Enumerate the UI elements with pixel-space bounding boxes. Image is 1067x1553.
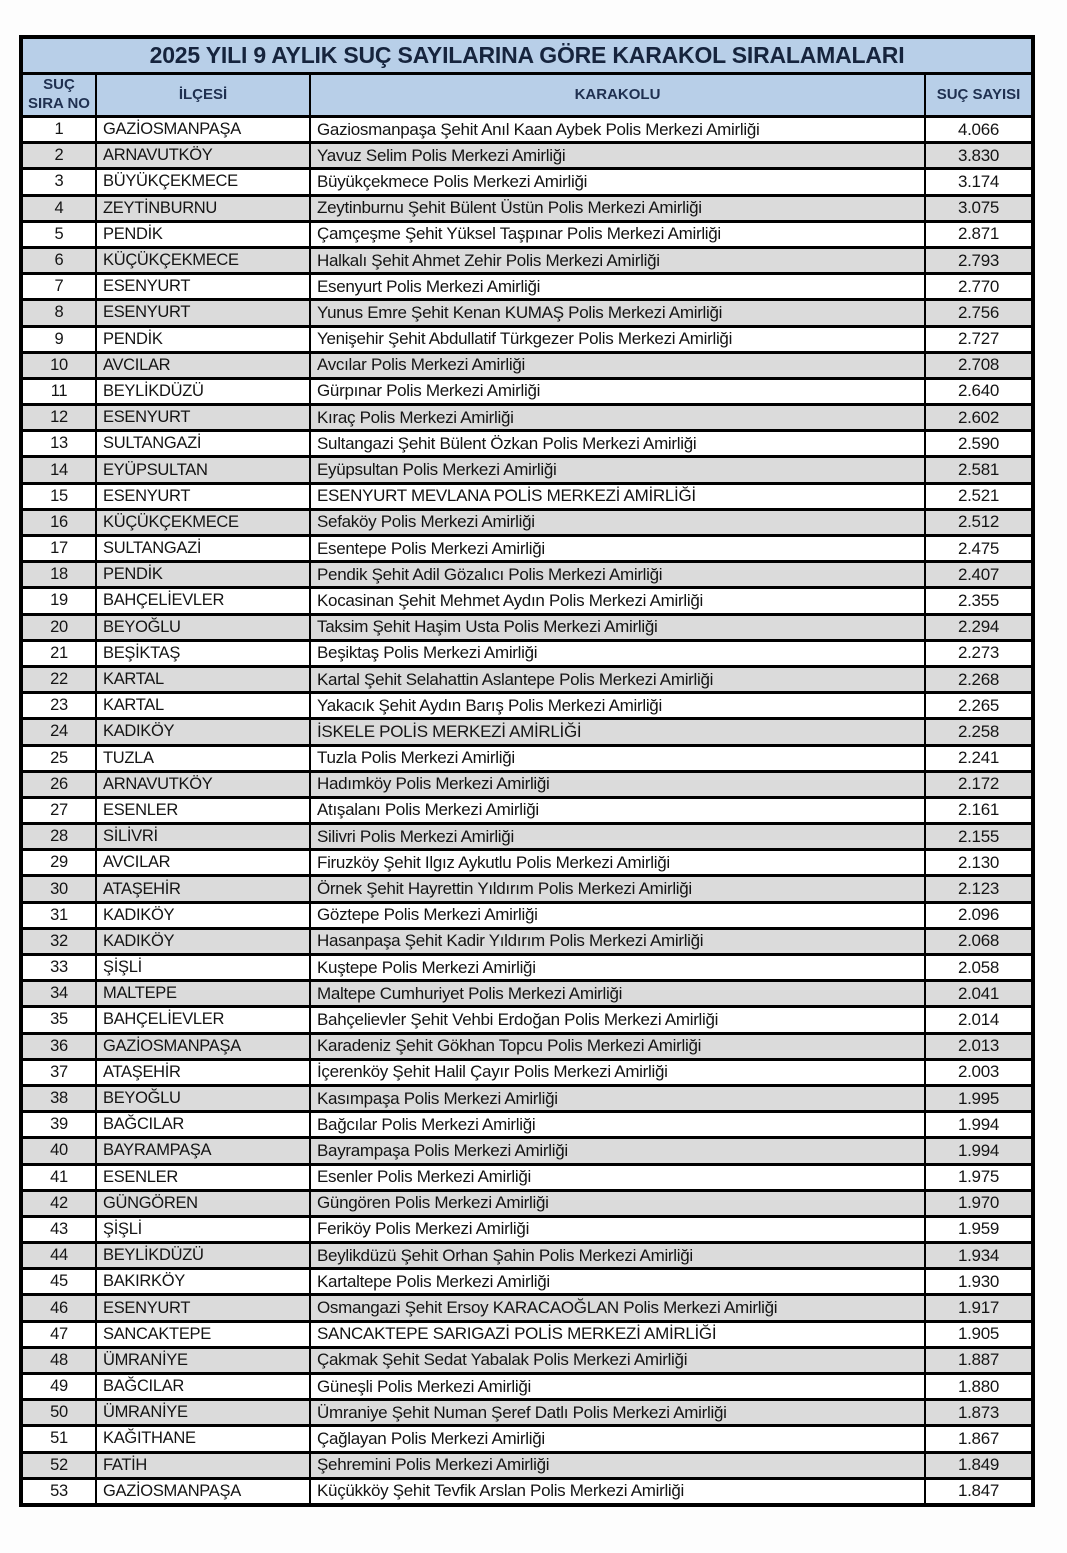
table-row <box>21 378 1033 404</box>
district-cell: KADIKÖY <box>96 719 310 745</box>
table-row <box>21 981 1033 1007</box>
station-cell: Kıraç Polis Merkezi Amirliği <box>310 405 925 431</box>
count-cell: 2.265 <box>925 693 1033 719</box>
district-cell: AVCILAR <box>96 850 310 876</box>
table-row <box>21 247 1033 273</box>
table-row <box>21 221 1033 247</box>
station-cell: Kuştepe Polis Merkezi Amirliği <box>310 955 925 981</box>
district-cell: ESENYURT <box>96 405 310 431</box>
district-cell: ŞİŞLİ <box>96 1216 310 1242</box>
rank-cell: 27 <box>21 797 96 823</box>
station-cell: Esenyurt Polis Merkezi Amirliği <box>310 274 925 300</box>
station-cell: Feriköy Polis Merkezi Amirliği <box>310 1216 925 1242</box>
count-cell: 2.096 <box>925 902 1033 928</box>
rank-cell: 14 <box>21 457 96 483</box>
station-cell: Bağcılar Polis Merkezi Amirliği <box>310 1112 925 1138</box>
count-cell: 2.014 <box>925 1007 1033 1033</box>
district-cell: ATAŞEHİR <box>96 1059 310 1085</box>
count-cell: 2.241 <box>925 745 1033 771</box>
rank-cell: 8 <box>21 300 96 326</box>
rank-cell: 48 <box>21 1347 96 1373</box>
station-cell: Pendik Şehit Adil Gözalıcı Polis Merkezi Amirliği <box>310 562 925 588</box>
station-cell: Taksim Şehit Haşim Usta Polis Merkezi Amirliği <box>310 614 925 640</box>
count-cell: 2.727 <box>925 326 1033 352</box>
karakol-ranking-table <box>19 35 1035 1507</box>
count-cell: 1.880 <box>925 1374 1033 1400</box>
district-cell: ÜMRANİYE <box>96 1347 310 1373</box>
table-row <box>21 536 1033 562</box>
station-cell: İçerenköy Şehit Halil Çayır Polis Merkezi Amirliği <box>310 1059 925 1085</box>
station-cell: Çamçeşme Şehit Yüksel Taşpınar Polis Merkezi Amirliği <box>310 221 925 247</box>
rank-cell: 32 <box>21 928 96 954</box>
count-cell: 2.155 <box>925 824 1033 850</box>
table-row <box>21 1400 1033 1426</box>
table-row <box>21 431 1033 457</box>
count-cell: 1.867 <box>925 1426 1033 1452</box>
table-row <box>21 1374 1033 1400</box>
table-row <box>21 771 1033 797</box>
district-cell: KADIKÖY <box>96 928 310 954</box>
district-cell: BEYOĞLU <box>96 1085 310 1111</box>
station-cell: Güneşli Polis Merkezi Amirliği <box>310 1374 925 1400</box>
table-row <box>21 1085 1033 1111</box>
station-cell: Yavuz Selim Polis Merkezi Amirliği <box>310 143 925 169</box>
rank-cell: 50 <box>21 1400 96 1426</box>
count-cell: 1.930 <box>925 1269 1033 1295</box>
count-cell: 2.590 <box>925 431 1033 457</box>
station-cell: Yunus Emre Şehit Kenan KUMAŞ Polis Merkezi Amirliği <box>310 300 925 326</box>
district-cell: BEYLİKDÜZÜ <box>96 378 310 404</box>
rank-cell: 42 <box>21 1190 96 1216</box>
station-cell: Eyüpsultan Polis Merkezi Amirliği <box>310 457 925 483</box>
table-row <box>21 1190 1033 1216</box>
rank-cell: 9 <box>21 326 96 352</box>
district-cell: ARNAVUTKÖY <box>96 143 310 169</box>
table-row <box>21 457 1033 483</box>
district-cell: BAHÇELİEVLER <box>96 588 310 614</box>
table-row <box>21 666 1033 692</box>
rank-cell: 20 <box>21 614 96 640</box>
table-row <box>21 850 1033 876</box>
station-cell: Hasanpaşa Şehit Kadir Yıldırım Polis Merkezi Amirliği <box>310 928 925 954</box>
table-row <box>21 1426 1033 1452</box>
rank-cell: 31 <box>21 902 96 928</box>
station-cell: Firuzköy Şehit Ilgız Aykutlu Polis Merkezi Amirliği <box>310 850 925 876</box>
count-cell: 2.521 <box>925 483 1033 509</box>
station-cell: Esentepe Polis Merkezi Amirliği <box>310 536 925 562</box>
count-cell: 4.066 <box>925 117 1033 143</box>
district-cell: MALTEPE <box>96 981 310 1007</box>
count-cell: 2.003 <box>925 1059 1033 1085</box>
count-cell: 2.130 <box>925 850 1033 876</box>
district-cell: ÜMRANİYE <box>96 1400 310 1426</box>
station-cell: Karadeniz Şehit Gökhan Topcu Polis Merkezi Amirliği <box>310 1033 925 1059</box>
rank-cell: 16 <box>21 509 96 535</box>
count-cell: 1.917 <box>925 1295 1033 1321</box>
column-header-district: İLÇESİ <box>96 74 310 117</box>
station-cell: Büyükçekmece Polis Merkezi Amirliği <box>310 169 925 195</box>
count-cell: 2.640 <box>925 378 1033 404</box>
count-cell: 1.905 <box>925 1321 1033 1347</box>
table-row <box>21 1059 1033 1085</box>
table-row <box>21 797 1033 823</box>
district-cell: BÜYÜKÇEKMECE <box>96 169 310 195</box>
rank-cell: 6 <box>21 247 96 273</box>
district-cell: ESENLER <box>96 797 310 823</box>
district-cell: ESENYURT <box>96 300 310 326</box>
count-cell: 2.013 <box>925 1033 1033 1059</box>
district-cell: ARNAVUTKÖY <box>96 771 310 797</box>
station-cell: Göztepe Polis Merkezi Amirliği <box>310 902 925 928</box>
district-cell: GAZİOSMANPAŞA <box>96 1033 310 1059</box>
station-cell: Gaziosmanpaşa Şehit Anıl Kaan Aybek Polis Merkezi Amirliği <box>310 117 925 143</box>
rank-cell: 46 <box>21 1295 96 1321</box>
count-cell: 2.770 <box>925 274 1033 300</box>
district-cell: ESENYURT <box>96 483 310 509</box>
count-cell: 2.258 <box>925 719 1033 745</box>
district-cell: KÜÇÜKÇEKMECE <box>96 247 310 273</box>
district-cell: AVCILAR <box>96 352 310 378</box>
rank-cell: 24 <box>21 719 96 745</box>
table-row <box>21 143 1033 169</box>
table-row <box>21 1295 1033 1321</box>
rank-cell: 49 <box>21 1374 96 1400</box>
district-cell: GAZİOSMANPAŞA <box>96 1478 310 1505</box>
rank-cell: 41 <box>21 1164 96 1190</box>
table-row <box>21 902 1033 928</box>
ranking-table-container <box>19 35 1031 1507</box>
district-cell: KADIKÖY <box>96 902 310 928</box>
rank-cell: 25 <box>21 745 96 771</box>
rank-cell: 12 <box>21 405 96 431</box>
rank-cell: 44 <box>21 1243 96 1269</box>
station-cell: Sultangazi Şehit Bülent Özkan Polis Merkezi Amirliği <box>310 431 925 457</box>
count-cell: 2.581 <box>925 457 1033 483</box>
station-cell: Çağlayan Polis Merkezi Amirliği <box>310 1426 925 1452</box>
table-row <box>21 1243 1033 1269</box>
station-cell: Tuzla Polis Merkezi Amirliği <box>310 745 925 771</box>
table-row <box>21 1216 1033 1242</box>
station-cell: Esenler Polis Merkezi Amirliği <box>310 1164 925 1190</box>
district-cell: ATAŞEHİR <box>96 876 310 902</box>
station-cell: Örnek Şehit Hayrettin Yıldırım Polis Merkezi Amirliği <box>310 876 925 902</box>
station-cell: Bahçelievler Şehit Vehbi Erdoğan Polis Merkezi Amirliği <box>310 1007 925 1033</box>
station-cell: Kartaltepe Polis Merkezi Amirliği <box>310 1269 925 1295</box>
district-cell: BEYLİKDÜZÜ <box>96 1243 310 1269</box>
table-row <box>21 824 1033 850</box>
district-cell: BAHÇELİEVLER <box>96 1007 310 1033</box>
district-cell: FATİH <box>96 1452 310 1478</box>
district-cell: PENDİK <box>96 326 310 352</box>
district-cell: SULTANGAZİ <box>96 536 310 562</box>
rank-cell: 26 <box>21 771 96 797</box>
count-cell: 2.512 <box>925 509 1033 535</box>
count-cell: 2.058 <box>925 955 1033 981</box>
station-cell: Avcılar Polis Merkezi Amirliği <box>310 352 925 378</box>
count-cell: 2.273 <box>925 640 1033 666</box>
rank-cell: 13 <box>21 431 96 457</box>
district-cell: KAĞITHANE <box>96 1426 310 1452</box>
count-cell: 1.994 <box>925 1112 1033 1138</box>
count-cell: 2.123 <box>925 876 1033 902</box>
count-cell: 2.475 <box>925 536 1033 562</box>
table-row <box>21 693 1033 719</box>
station-cell: Yenişehir Şehit Abdullatif Türkgezer Polis Merkezi Amirliği <box>310 326 925 352</box>
district-cell: BAKIRKÖY <box>96 1269 310 1295</box>
district-cell: GAZİOSMANPAŞA <box>96 117 310 143</box>
district-cell: SİLİVRİ <box>96 824 310 850</box>
station-cell: Şehremini Polis Merkezi Amirliği <box>310 1452 925 1478</box>
station-cell: SANCAKTEPE SARIGAZİ POLİS MERKEZİ AMİRLİĞİ <box>310 1321 925 1347</box>
table-row <box>21 1269 1033 1295</box>
rank-cell: 22 <box>21 666 96 692</box>
station-cell: Osmangazi Şehit Ersoy KARACAOĞLAN Polis Merkezi Amirliği <box>310 1295 925 1321</box>
rank-cell: 34 <box>21 981 96 1007</box>
count-cell: 2.355 <box>925 588 1033 614</box>
table-row <box>21 405 1033 431</box>
district-cell: PENDİK <box>96 221 310 247</box>
rank-cell: 40 <box>21 1138 96 1164</box>
station-cell: Halkalı Şehit Ahmet Zehir Polis Merkezi Amirliği <box>310 247 925 273</box>
rank-cell: 51 <box>21 1426 96 1452</box>
count-cell: 1.959 <box>925 1216 1033 1242</box>
station-cell: ESENYURT MEVLANA POLİS MERKEZİ AMİRLİĞİ <box>310 483 925 509</box>
station-cell: Beşiktaş Polis Merkezi Amirliği <box>310 640 925 666</box>
district-cell: BAĞCILAR <box>96 1112 310 1138</box>
table-row <box>21 274 1033 300</box>
table-row <box>21 928 1033 954</box>
table-row <box>21 509 1033 535</box>
district-cell: KARTAL <box>96 693 310 719</box>
district-cell: ESENYURT <box>96 274 310 300</box>
district-cell: ZEYTİNBURNU <box>96 195 310 221</box>
table-row <box>21 1138 1033 1164</box>
rank-cell: 45 <box>21 1269 96 1295</box>
rank-cell: 28 <box>21 824 96 850</box>
count-cell: 2.793 <box>925 247 1033 273</box>
rank-cell: 47 <box>21 1321 96 1347</box>
count-cell: 2.871 <box>925 221 1033 247</box>
station-cell: Güngören Polis Merkezi Amirliği <box>310 1190 925 1216</box>
count-cell: 2.068 <box>925 928 1033 954</box>
count-cell: 1.995 <box>925 1085 1033 1111</box>
rank-cell: 11 <box>21 378 96 404</box>
count-cell: 3.830 <box>925 143 1033 169</box>
district-cell: BAYRAMPAŞA <box>96 1138 310 1164</box>
station-cell: Kartal Şehit Selahattin Aslantepe Polis Merkezi Amirliği <box>310 666 925 692</box>
rank-cell: 19 <box>21 588 96 614</box>
station-cell: Yakacık Şehit Aydın Barış Polis Merkezi Amirliği <box>310 693 925 719</box>
count-cell: 1.994 <box>925 1138 1033 1164</box>
table-row <box>21 352 1033 378</box>
rank-cell: 43 <box>21 1216 96 1242</box>
rank-cell: 2 <box>21 143 96 169</box>
station-cell: Sefaköy Polis Merkezi Amirliği <box>310 509 925 535</box>
table-row <box>21 1347 1033 1373</box>
table-row <box>21 1112 1033 1138</box>
station-cell: Maltepe Cumhuriyet Polis Merkezi Amirliği <box>310 981 925 1007</box>
district-cell: PENDİK <box>96 562 310 588</box>
table-row <box>21 1452 1033 1478</box>
column-header-rank: SUÇ SIRA NO <box>21 74 96 117</box>
table-row <box>21 1007 1033 1033</box>
rank-cell: 4 <box>21 195 96 221</box>
district-cell: GÜNGÖREN <box>96 1190 310 1216</box>
table-row <box>21 876 1033 902</box>
station-cell: Kasımpaşa Polis Merkezi Amirliği <box>310 1085 925 1111</box>
count-cell: 2.294 <box>925 614 1033 640</box>
count-cell: 2.602 <box>925 405 1033 431</box>
rank-cell: 15 <box>21 483 96 509</box>
table-row <box>21 640 1033 666</box>
district-cell: TUZLA <box>96 745 310 771</box>
table-row <box>21 1033 1033 1059</box>
count-cell: 1.847 <box>925 1478 1033 1505</box>
table-row <box>21 955 1033 981</box>
rank-cell: 18 <box>21 562 96 588</box>
rank-cell: 1 <box>21 117 96 143</box>
table-row <box>21 588 1033 614</box>
rank-cell: 7 <box>21 274 96 300</box>
count-cell: 2.268 <box>925 666 1033 692</box>
district-cell: BEŞİKTAŞ <box>96 640 310 666</box>
rank-cell: 23 <box>21 693 96 719</box>
count-cell: 3.075 <box>925 195 1033 221</box>
table-row <box>21 1164 1033 1190</box>
column-header-station: KARAKOLU <box>310 74 925 117</box>
count-cell: 2.161 <box>925 797 1033 823</box>
rank-cell: 38 <box>21 1085 96 1111</box>
table-row <box>21 719 1033 745</box>
rank-cell: 53 <box>21 1478 96 1505</box>
station-cell: İSKELE POLİS MERKEZİ AMİRLİĞİ <box>310 719 925 745</box>
column-header-count: SUÇ SAYISI <box>925 74 1033 117</box>
count-cell: 1.934 <box>925 1243 1033 1269</box>
count-cell: 3.174 <box>925 169 1033 195</box>
station-cell: Gürpınar Polis Merkezi Amirliği <box>310 378 925 404</box>
count-cell: 2.708 <box>925 352 1033 378</box>
rank-cell: 21 <box>21 640 96 666</box>
station-cell: Hadımköy Polis Merkezi Amirliği <box>310 771 925 797</box>
table-row <box>21 1478 1033 1505</box>
rank-cell: 29 <box>21 850 96 876</box>
rank-cell: 35 <box>21 1007 96 1033</box>
station-cell: Küçükköy Şehit Tevfik Arslan Polis Merkezi Amirliği <box>310 1478 925 1505</box>
table-row <box>21 614 1033 640</box>
table-row <box>21 562 1033 588</box>
station-cell: Kocasinan Şehit Mehmet Aydın Polis Merkezi Amirliği <box>310 588 925 614</box>
district-cell: SANCAKTEPE <box>96 1321 310 1347</box>
count-cell: 1.975 <box>925 1164 1033 1190</box>
count-cell: 1.887 <box>925 1347 1033 1373</box>
count-cell: 1.873 <box>925 1400 1033 1426</box>
rank-cell: 52 <box>21 1452 96 1478</box>
count-cell: 1.970 <box>925 1190 1033 1216</box>
station-cell: Zeytinburnu Şehit Bülent Üstün Polis Merkezi Amirliği <box>310 195 925 221</box>
rank-cell: 37 <box>21 1059 96 1085</box>
count-cell: 1.849 <box>925 1452 1033 1478</box>
rank-cell: 36 <box>21 1033 96 1059</box>
count-cell: 2.172 <box>925 771 1033 797</box>
district-cell: BEYOĞLU <box>96 614 310 640</box>
rank-cell: 33 <box>21 955 96 981</box>
table-row <box>21 326 1033 352</box>
rank-cell: 17 <box>21 536 96 562</box>
rank-cell: 10 <box>21 352 96 378</box>
rank-cell: 3 <box>21 169 96 195</box>
table-row <box>21 117 1033 143</box>
table-title: 2025 YILI 9 AYLIK SUÇ SAYILARINA GÖRE KARAKOL SIRALAMALARI <box>21 37 1033 74</box>
title-row <box>21 37 1033 74</box>
district-cell: ESENLER <box>96 1164 310 1190</box>
column-header-row <box>21 74 1033 117</box>
district-cell: ESENYURT <box>96 1295 310 1321</box>
station-cell: Silivri Polis Merkezi Amirliği <box>310 824 925 850</box>
rank-cell: 5 <box>21 221 96 247</box>
district-cell: KÜÇÜKÇEKMECE <box>96 509 310 535</box>
rank-cell: 30 <box>21 876 96 902</box>
district-cell: ŞİŞLİ <box>96 955 310 981</box>
table-row <box>21 195 1033 221</box>
district-cell: BAĞCILAR <box>96 1374 310 1400</box>
count-cell: 2.407 <box>925 562 1033 588</box>
station-cell: Bayrampaşa Polis Merkezi Amirliği <box>310 1138 925 1164</box>
rank-cell: 39 <box>21 1112 96 1138</box>
count-cell: 2.041 <box>925 981 1033 1007</box>
station-cell: Ümraniye Şehit Numan Şeref Datlı Polis Merkezi Amirliği <box>310 1400 925 1426</box>
table-row <box>21 1321 1033 1347</box>
district-cell: EYÜPSULTAN <box>96 457 310 483</box>
table-row <box>21 745 1033 771</box>
district-cell: SULTANGAZİ <box>96 431 310 457</box>
station-cell: Atışalanı Polis Merkezi Amirliği <box>310 797 925 823</box>
table-row <box>21 483 1033 509</box>
station-cell: Çakmak Şehit Sedat Yabalak Polis Merkezi Amirliği <box>310 1347 925 1373</box>
count-cell: 2.756 <box>925 300 1033 326</box>
table-row <box>21 300 1033 326</box>
district-cell: KARTAL <box>96 666 310 692</box>
table-row <box>21 169 1033 195</box>
station-cell: Beylikdüzü Şehit Orhan Şahin Polis Merkezi Amirliği <box>310 1243 925 1269</box>
